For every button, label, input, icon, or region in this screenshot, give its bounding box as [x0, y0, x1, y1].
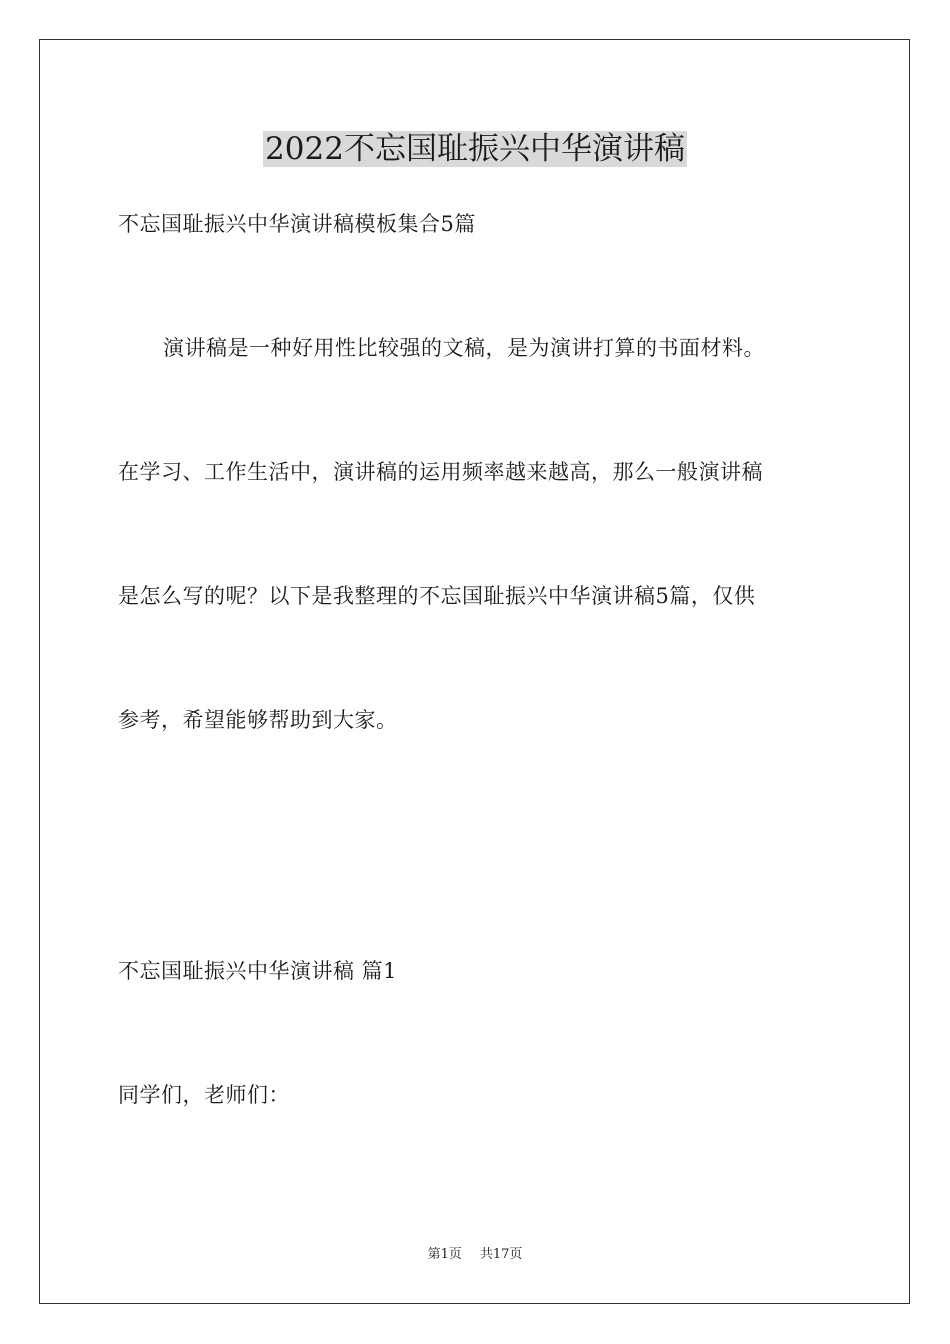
- page-total: 共17页: [479, 1247, 523, 1262]
- page-number: 第1页: [427, 1247, 462, 1262]
- section-heading: 不忘国耻振兴中华演讲稿 篇1: [118, 959, 398, 983]
- intro-paragraph-line-1: 演讲稿是一种好用性比较强的文稿，是为演讲打算的书面材料。: [163, 336, 765, 360]
- page-footer: [0, 1246, 950, 1264]
- intro-paragraph-line-4: 参考，希望能够帮助到大家。: [118, 708, 398, 732]
- intro-paragraph-line-2: 在学习、工作生活中，演讲稿的运用频率越来越高，那么一般演讲稿: [118, 460, 763, 484]
- document-subtitle: 不忘国耻振兴中华演讲稿模板集合5篇: [118, 212, 476, 236]
- document-title: [0, 128, 950, 170]
- document-title-text: 2022不忘国耻振兴中华演讲稿: [265, 131, 685, 167]
- intro-paragraph-line-3: 是怎么写的呢？以下是我整理的不忘国耻振兴中华演讲稿5篇，仅供: [118, 584, 756, 608]
- salutation: 同学们，老师们：: [118, 1083, 290, 1107]
